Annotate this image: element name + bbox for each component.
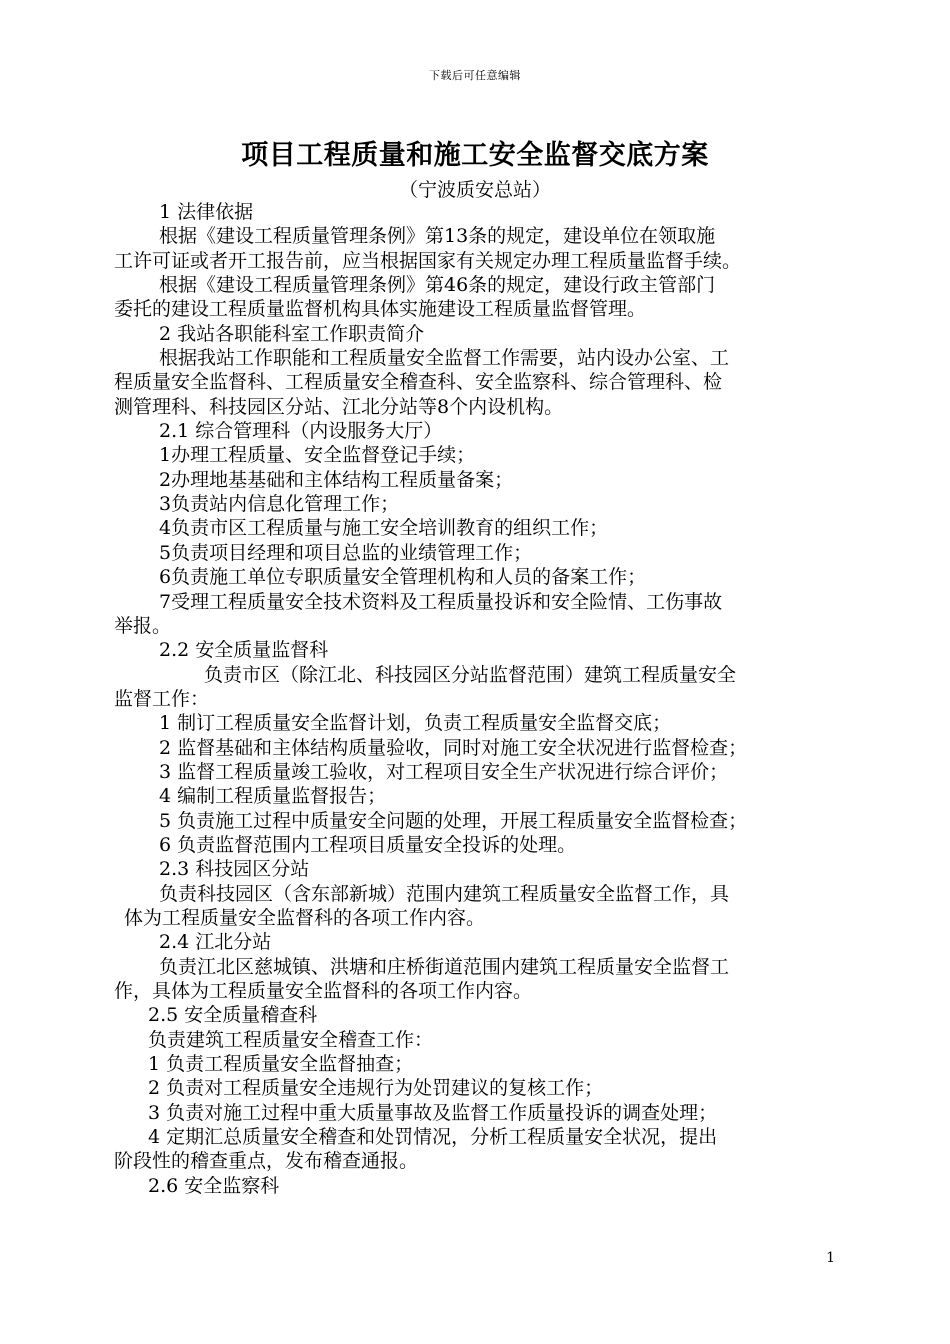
section-heading: 1 法律依据: [159, 201, 254, 223]
list-item: 6负责施工单位专职质量安全管理机构和人员的备案工作；: [159, 566, 647, 589]
page-number: 1: [826, 1250, 835, 1266]
paragraph-line: 测管理科、科技园区分站、江北分站等8个内设机构。: [114, 395, 564, 418]
paragraph-line: 负责江北区慈城镇、洪塘和庄桥街道范围内建筑工程质量安全监督工: [159, 955, 730, 978]
subsection-heading: 2.6 安全监察科: [148, 1174, 280, 1197]
subsection-heading: 2.2 安全质量监督科: [159, 639, 329, 662]
list-item: 2 负责对工程质量安全违规行为处罚建议的复核工作；: [148, 1077, 604, 1100]
section-heading: 2 我站各职能科室工作职责简介: [159, 322, 425, 345]
page-header: 下载后可任意编辑: [429, 69, 521, 82]
list-item: 6 负责监督范围内工程项目质量安全投诉的处理。: [159, 833, 577, 856]
paragraph-line: 监督工作：: [114, 687, 210, 710]
subsection-heading: 2.4 江北分站: [159, 931, 272, 954]
list-item: 4 编制工程质量监督报告；: [159, 785, 387, 808]
paragraph-line: 根据《建设工程质量管理条例》第46条的规定，建设行政主管部门: [159, 274, 716, 297]
paragraph-line: 体为工程质量安全监督科的各项工作内容。: [124, 906, 486, 929]
list-item: 1 负责工程质量安全监督抽查；: [148, 1053, 414, 1076]
paragraph-line: 程质量安全监督科、工程质量安全稽查科、安全监察科、综合管理科、检: [114, 371, 723, 394]
paragraph-line: 根据我站工作职能和工程质量安全监督工作需要，站内设办公室、工: [159, 347, 730, 370]
document-body: [114, 200, 844, 1198]
subsection-heading: 2.1 综合管理科（内设服务大厅）: [159, 420, 443, 443]
document-title: 项目工程质量和施工安全监督交底方案: [241, 140, 709, 171]
list-item: 3 监督工程质量竣工验收，对工程项目安全生产状况进行综合评价；: [159, 760, 729, 783]
list-item: 3 负责对施工过程中重大质量事故及监督工作质量投诉的调查处理；: [148, 1101, 718, 1124]
document-subtitle: （宁波质安总站）: [398, 179, 551, 201]
paragraph-line: 根据《建设工程质量管理条例》第13条的规定，建设单位在领取施: [159, 225, 716, 248]
list-item: 4 定期汇总质量安全稽查和处罚情况，分析工程质量安全状况，提出: [148, 1126, 718, 1149]
list-item: 7受理工程质量安全技术资料及工程质量投诉和安全险情、工伤事故: [159, 590, 723, 613]
subsection-heading: 2.3 科技园区分站: [159, 858, 310, 881]
paragraph-line: 负责建筑工程质量安全稽查工作：: [148, 1028, 434, 1051]
list-item: 1办理工程质量、安全监督登记手续；: [159, 444, 476, 467]
list-item: 5负责项目经理和项目总监的业绩管理工作；: [159, 541, 533, 564]
list-item-continuation: 举报。: [114, 614, 172, 637]
subsection-heading: 2.5 安全质量稽查科: [148, 1004, 318, 1027]
list-item: 1 制订工程质量安全监督计划，负责工程质量安全监督交底；: [159, 712, 672, 735]
list-item: 2办理地基基础和主体结构工程质量备案；: [159, 468, 514, 491]
paragraph-line: 作，具体为工程质量安全监督科的各项工作内容。: [114, 980, 533, 1002]
list-item: 2 监督基础和主体结构质量验收，同时对施工安全状况进行监督检查；: [159, 736, 748, 759]
paragraph-line: 委托的建设工程质量监督机构具体实施建设工程质量监督管理。: [114, 298, 647, 321]
paragraph-line: 负责市区（除江北、科技园区分站监督范围）建筑工程质量安全: [204, 663, 737, 686]
list-item: 4负责市区工程质量与施工安全培训教育的组织工作；: [159, 517, 609, 540]
paragraph-line: 负责科技园区（含东部新城）范围内建筑工程质量安全监督工作，具: [159, 882, 730, 905]
list-item: 5 负责施工过程中质量安全问题的处理，开展工程质量安全监督检查；: [159, 809, 748, 832]
list-item-continuation: 阶段性的稽查重点，发布稽查通报。: [114, 1150, 419, 1173]
list-item: 3负责站内信息化管理工作；: [159, 493, 400, 516]
paragraph-line: 工许可证或者开工报告前，应当根据国家有关规定办理工程质量监督手续。: [114, 249, 742, 272]
